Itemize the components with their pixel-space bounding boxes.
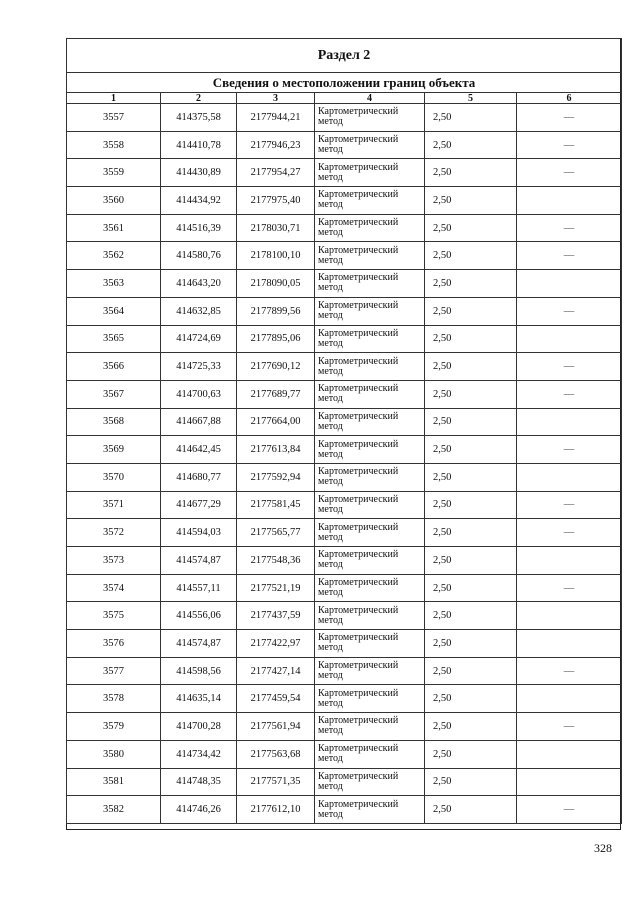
y-coordinate-cell: 2177548,36 xyxy=(237,547,315,575)
y-coordinate-cell: 2177459,54 xyxy=(237,685,315,713)
precision-cell: 2,50 xyxy=(425,380,517,408)
note-cell: — xyxy=(517,214,622,242)
method-cell: Картометрический метод xyxy=(315,297,425,325)
note-cell: — xyxy=(517,519,622,547)
table-row xyxy=(67,408,622,436)
precision-cell: 2,50 xyxy=(425,463,517,491)
point-number-cell: 3568 xyxy=(67,408,161,436)
section-title: Раздел 2 xyxy=(67,39,622,73)
table-row xyxy=(67,159,622,187)
column-number-row xyxy=(67,93,622,104)
note-cell xyxy=(517,685,622,713)
precision-cell: 2,50 xyxy=(425,768,517,796)
precision-cell: 2,50 xyxy=(425,436,517,464)
note-cell xyxy=(517,630,622,658)
y-coordinate-cell: 2177422,97 xyxy=(237,630,315,658)
column-number: 5 xyxy=(425,93,517,104)
point-number-cell: 3570 xyxy=(67,463,161,491)
point-number-cell: 3562 xyxy=(67,242,161,270)
note-cell: — xyxy=(517,242,622,270)
x-coordinate-cell: 414574,87 xyxy=(161,547,237,575)
x-coordinate-cell: 414748,35 xyxy=(161,768,237,796)
column-number: 4 xyxy=(315,93,425,104)
x-coordinate-cell: 414667,88 xyxy=(161,408,237,436)
precision-cell: 2,50 xyxy=(425,491,517,519)
point-number-cell: 3575 xyxy=(67,602,161,630)
method-cell: Картометрический метод xyxy=(315,713,425,741)
note-cell: — xyxy=(517,380,622,408)
precision-cell: 2,50 xyxy=(425,547,517,575)
x-coordinate-cell: 414677,29 xyxy=(161,491,237,519)
x-coordinate-cell: 414746,26 xyxy=(161,796,237,824)
method-cell: Картометрический метод xyxy=(315,187,425,215)
note-cell: — xyxy=(517,436,622,464)
x-coordinate-cell: 414594,03 xyxy=(161,519,237,547)
note-cell: — xyxy=(517,796,622,824)
column-number: 1 xyxy=(67,93,161,104)
precision-cell: 2,50 xyxy=(425,685,517,713)
point-number-cell: 3572 xyxy=(67,519,161,547)
note-cell xyxy=(517,408,622,436)
method-cell: Картометрический метод xyxy=(315,242,425,270)
note-cell: — xyxy=(517,353,622,381)
point-number-cell: 3576 xyxy=(67,630,161,658)
method-cell: Картометрический метод xyxy=(315,685,425,713)
y-coordinate-cell: 2177563,68 xyxy=(237,740,315,768)
x-coordinate-cell: 414516,39 xyxy=(161,214,237,242)
precision-cell: 2,50 xyxy=(425,131,517,159)
table-row xyxy=(67,519,622,547)
precision-cell: 2,50 xyxy=(425,713,517,741)
precision-cell: 2,50 xyxy=(425,187,517,215)
x-coordinate-cell: 414680,77 xyxy=(161,463,237,491)
method-cell: Картометрический метод xyxy=(315,214,425,242)
point-number-cell: 3563 xyxy=(67,270,161,298)
y-coordinate-cell: 2177437,59 xyxy=(237,602,315,630)
y-coordinate-cell: 2177975,40 xyxy=(237,187,315,215)
method-cell: Картометрический метод xyxy=(315,380,425,408)
table-row xyxy=(67,740,622,768)
method-cell: Картометрический метод xyxy=(315,353,425,381)
x-coordinate-cell: 414724,69 xyxy=(161,325,237,353)
point-number-cell: 3558 xyxy=(67,131,161,159)
y-coordinate-cell: 2177612,10 xyxy=(237,796,315,824)
x-coordinate-cell: 414734,42 xyxy=(161,740,237,768)
table-row xyxy=(67,491,622,519)
method-cell: Картометрический метод xyxy=(315,491,425,519)
precision-cell: 2,50 xyxy=(425,353,517,381)
point-number-cell: 3581 xyxy=(67,768,161,796)
point-number-cell: 3578 xyxy=(67,685,161,713)
y-coordinate-cell: 2177664,00 xyxy=(237,408,315,436)
y-coordinate-cell: 2177689,77 xyxy=(237,380,315,408)
x-coordinate-cell: 414598,56 xyxy=(161,657,237,685)
point-number-cell: 3574 xyxy=(67,574,161,602)
x-coordinate-cell: 414410,78 xyxy=(161,131,237,159)
y-coordinate-cell: 2177571,35 xyxy=(237,768,315,796)
method-cell: Картометрический метод xyxy=(315,574,425,602)
precision-cell: 2,50 xyxy=(425,159,517,187)
table-row xyxy=(67,242,622,270)
point-number-cell: 3566 xyxy=(67,353,161,381)
x-coordinate-cell: 414580,76 xyxy=(161,242,237,270)
point-number-cell: 3582 xyxy=(67,796,161,824)
note-cell xyxy=(517,602,622,630)
point-number-cell: 3560 xyxy=(67,187,161,215)
table-row xyxy=(67,270,622,298)
precision-cell: 2,50 xyxy=(425,602,517,630)
table-body xyxy=(67,104,622,824)
method-cell: Картометрический метод xyxy=(315,630,425,658)
point-number-cell: 3564 xyxy=(67,297,161,325)
y-coordinate-cell: 2177521,19 xyxy=(237,574,315,602)
precision-cell: 2,50 xyxy=(425,574,517,602)
y-coordinate-cell: 2178100,10 xyxy=(237,242,315,270)
precision-cell: 2,50 xyxy=(425,297,517,325)
column-number: 3 xyxy=(237,93,315,104)
point-number-cell: 3569 xyxy=(67,436,161,464)
table-row xyxy=(67,187,622,215)
x-coordinate-cell: 414557,11 xyxy=(161,574,237,602)
x-coordinate-cell: 414430,89 xyxy=(161,159,237,187)
method-cell: Картометрический метод xyxy=(315,436,425,464)
precision-cell: 2,50 xyxy=(425,104,517,132)
x-coordinate-cell: 414700,28 xyxy=(161,713,237,741)
y-coordinate-cell: 2177946,23 xyxy=(237,131,315,159)
precision-cell: 2,50 xyxy=(425,408,517,436)
x-coordinate-cell: 414700,63 xyxy=(161,380,237,408)
method-cell: Картометрический метод xyxy=(315,463,425,491)
section-subtitle: Сведения о местоположении границ объекта xyxy=(67,73,622,93)
table-row xyxy=(67,657,622,685)
method-cell: Картометрический метод xyxy=(315,740,425,768)
y-coordinate-cell: 2177690,12 xyxy=(237,353,315,381)
point-number-cell: 3579 xyxy=(67,713,161,741)
y-coordinate-cell: 2177613,84 xyxy=(237,436,315,464)
note-cell xyxy=(517,325,622,353)
y-coordinate-cell: 2177944,21 xyxy=(237,104,315,132)
point-number-cell: 3580 xyxy=(67,740,161,768)
x-coordinate-cell: 414574,87 xyxy=(161,630,237,658)
note-cell: — xyxy=(517,574,622,602)
method-cell: Картометрический метод xyxy=(315,657,425,685)
y-coordinate-cell: 2178030,71 xyxy=(237,214,315,242)
boundary-table xyxy=(66,38,622,824)
x-coordinate-cell: 414635,14 xyxy=(161,685,237,713)
method-cell: Картометрический метод xyxy=(315,131,425,159)
point-number-cell: 3565 xyxy=(67,325,161,353)
point-number-cell: 3557 xyxy=(67,104,161,132)
point-number-cell: 3561 xyxy=(67,214,161,242)
column-number: 2 xyxy=(161,93,237,104)
point-number-cell: 3573 xyxy=(67,547,161,575)
y-coordinate-cell: 2177899,56 xyxy=(237,297,315,325)
table-row xyxy=(67,574,622,602)
note-cell: — xyxy=(517,131,622,159)
y-coordinate-cell: 2177592,94 xyxy=(237,463,315,491)
table-row xyxy=(67,463,622,491)
method-cell: Картометрический метод xyxy=(315,768,425,796)
precision-cell: 2,50 xyxy=(425,519,517,547)
table-row xyxy=(67,630,622,658)
method-cell: Картометрический метод xyxy=(315,602,425,630)
table-row xyxy=(67,547,622,575)
table-row xyxy=(67,297,622,325)
y-coordinate-cell: 2177427,14 xyxy=(237,657,315,685)
table-row xyxy=(67,685,622,713)
method-cell: Картометрический метод xyxy=(315,519,425,547)
method-cell: Картометрический метод xyxy=(315,796,425,824)
note-cell xyxy=(517,740,622,768)
note-cell xyxy=(517,768,622,796)
column-number: 6 xyxy=(517,93,622,104)
precision-cell: 2,50 xyxy=(425,740,517,768)
table-row xyxy=(67,602,622,630)
x-coordinate-cell: 414556,06 xyxy=(161,602,237,630)
y-coordinate-cell: 2177581,45 xyxy=(237,491,315,519)
method-cell: Картометрический метод xyxy=(315,547,425,575)
note-cell xyxy=(517,463,622,491)
note-cell xyxy=(517,270,622,298)
precision-cell: 2,50 xyxy=(425,214,517,242)
note-cell: — xyxy=(517,657,622,685)
precision-cell: 2,50 xyxy=(425,657,517,685)
table-row xyxy=(67,713,622,741)
point-number-cell: 3559 xyxy=(67,159,161,187)
x-coordinate-cell: 414725,33 xyxy=(161,353,237,381)
table-row xyxy=(67,768,622,796)
table-row xyxy=(67,131,622,159)
note-cell: — xyxy=(517,491,622,519)
precision-cell: 2,50 xyxy=(425,242,517,270)
x-coordinate-cell: 414632,85 xyxy=(161,297,237,325)
method-cell: Картометрический метод xyxy=(315,270,425,298)
table-row xyxy=(67,214,622,242)
x-coordinate-cell: 414642,45 xyxy=(161,436,237,464)
x-coordinate-cell: 414375,58 xyxy=(161,104,237,132)
note-cell: — xyxy=(517,159,622,187)
y-coordinate-cell: 2178090,05 xyxy=(237,270,315,298)
page-number: 328 xyxy=(594,841,612,855)
note-cell: — xyxy=(517,713,622,741)
note-cell: — xyxy=(517,104,622,132)
y-coordinate-cell: 2177895,06 xyxy=(237,325,315,353)
precision-cell: 2,50 xyxy=(425,325,517,353)
x-coordinate-cell: 414434,92 xyxy=(161,187,237,215)
note-cell: — xyxy=(517,297,622,325)
table-row xyxy=(67,796,622,824)
x-coordinate-cell: 414643,20 xyxy=(161,270,237,298)
table-row xyxy=(67,380,622,408)
point-number-cell: 3577 xyxy=(67,657,161,685)
method-cell: Картометрический метод xyxy=(315,104,425,132)
method-cell: Картометрический метод xyxy=(315,325,425,353)
table-row xyxy=(67,104,622,132)
y-coordinate-cell: 2177565,77 xyxy=(237,519,315,547)
method-cell: Картометрический метод xyxy=(315,408,425,436)
y-coordinate-cell: 2177954,27 xyxy=(237,159,315,187)
precision-cell: 2,50 xyxy=(425,796,517,824)
table-row xyxy=(67,325,622,353)
precision-cell: 2,50 xyxy=(425,270,517,298)
point-number-cell: 3571 xyxy=(67,491,161,519)
document-frame xyxy=(66,38,621,830)
point-number-cell: 3567 xyxy=(67,380,161,408)
method-cell: Картометрический метод xyxy=(315,159,425,187)
precision-cell: 2,50 xyxy=(425,630,517,658)
y-coordinate-cell: 2177561,94 xyxy=(237,713,315,741)
note-cell xyxy=(517,187,622,215)
table-row xyxy=(67,436,622,464)
table-row xyxy=(67,353,622,381)
note-cell xyxy=(517,547,622,575)
